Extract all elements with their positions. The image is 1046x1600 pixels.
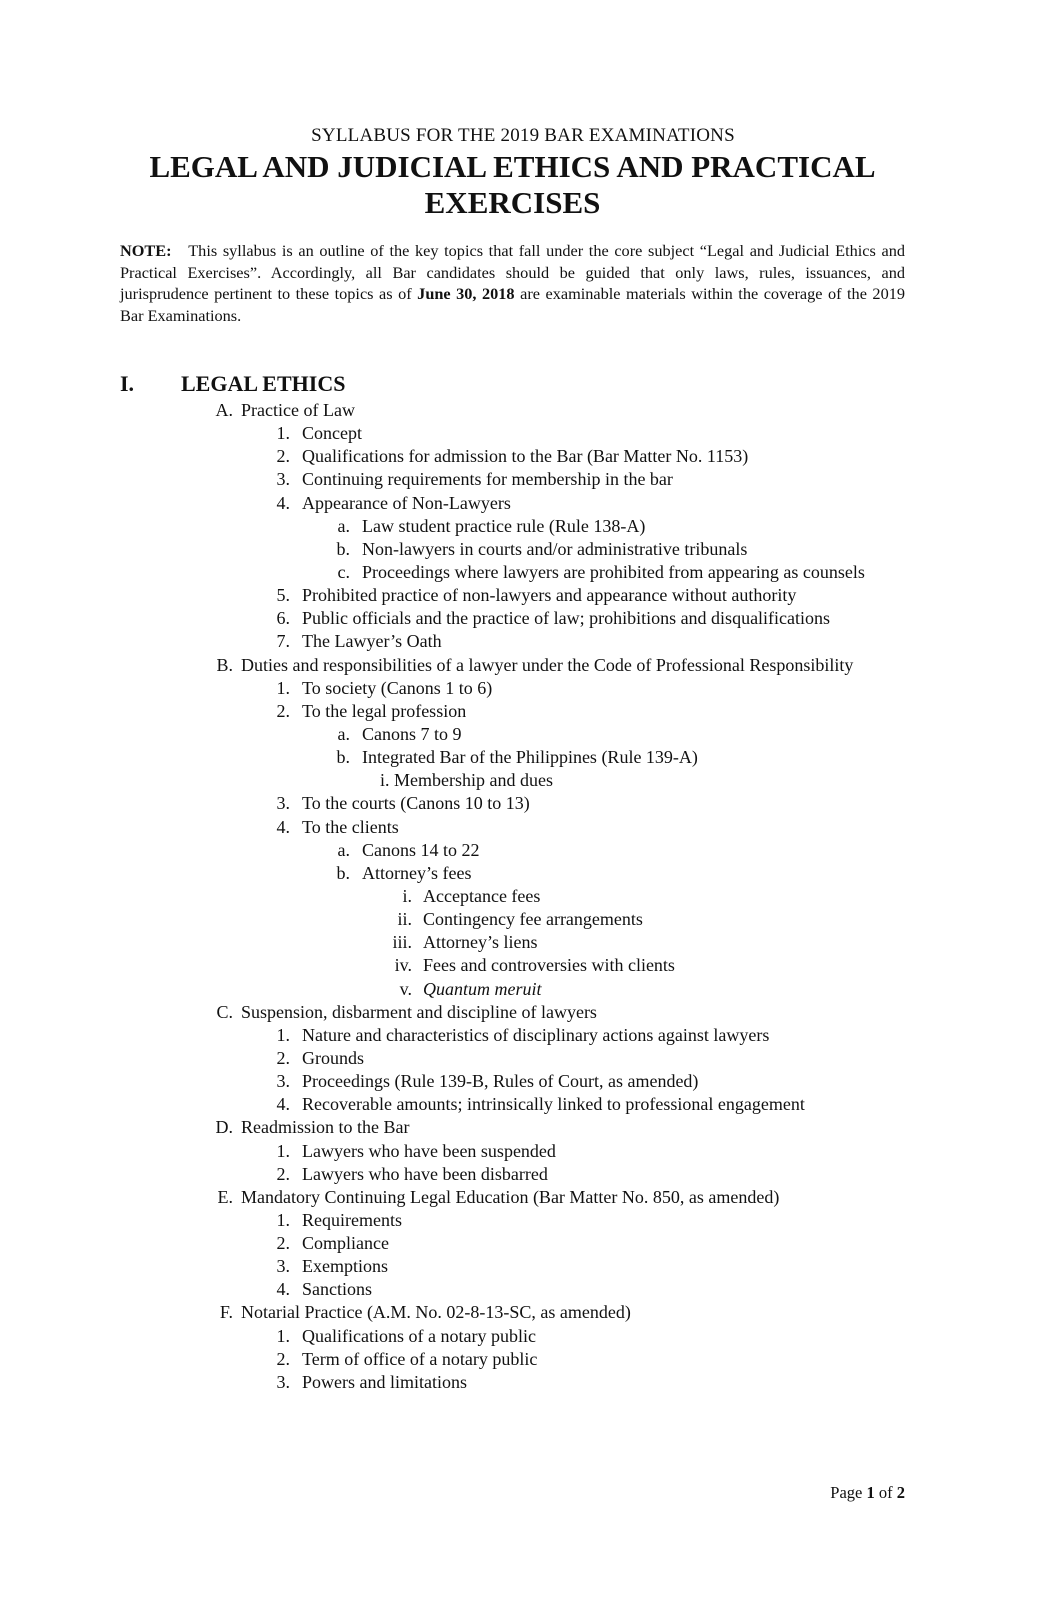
outline-item-label: A. [215,400,233,420]
outline-item-label: b. [336,538,350,559]
outline-item [0,1047,1046,1070]
outline-item [0,1209,1046,1232]
outline-item-label: 7. [276,631,290,652]
outline-item-text: Duties and responsibilities of a lawyer under the Code of Professional Responsibility [241,654,854,675]
outline-item-text: Qualifications of a notary public [302,1325,536,1346]
outline-item-text: Nature and characteristics of disciplinary actions against lawyers [302,1024,770,1045]
outline-item [0,954,1046,977]
section-title: LEGAL ETHICS [181,371,346,396]
outline-item-text: Proceedings where lawyers are prohibited from appearing as counsels [362,561,865,582]
page-prefix: Page [830,1483,863,1502]
outline-item-label: 2. [276,700,290,721]
outline-item [0,399,1046,422]
outline-item [0,607,1046,630]
outline-item-text: Fees and controversies with clients [423,955,675,976]
outline-item-text: Exemptions [302,1256,388,1277]
outline-item-label: iii. [392,932,412,953]
outline-item-label: iv. [394,955,412,976]
outline-item [0,839,1046,862]
outline-item-label: i. [402,885,412,906]
outline-item [0,515,1046,538]
outline-item-label: a. [337,723,350,744]
outline-item-text: Practice of Law [241,400,355,420]
outline-item [0,1232,1046,1255]
outline-item-text: Compliance [302,1233,389,1254]
document-title: LEGAL AND JUDICIAL ETHICS AND PRACTICAL EXERCISES [149,149,876,220]
outline-item-text: Prohibited practice of non-lawyers and appearance without authority [302,585,797,606]
outline-item [0,1255,1046,1278]
outline-item-text: Lawyers who have been disbarred [302,1163,548,1184]
outline-item [0,885,1046,908]
outline-item [0,1024,1046,1047]
outline-item-label: v. [399,978,412,999]
outline-item [0,769,1046,792]
note-date: June 30, 2018 [417,284,515,303]
outline-item-label: 4. [276,1094,290,1115]
outline-item-text: Readmission to the Bar [241,1117,410,1138]
outline-item [0,492,1046,515]
outline-item [0,1093,1046,1116]
outline-item-label: 1. [276,423,290,444]
outline-item-label: 5. [276,585,290,606]
note-text-after: are examinable materials within the coverage of the 2019 Bar Examinations. [120,284,905,325]
outline-item-text: Attorney’s liens [423,932,538,953]
outline-item-label: 1. [276,1209,290,1230]
outline-item-text: Recoverable amounts; intrinsically linked to professional engagement [302,1094,805,1115]
outline-item-label: 3. [276,1371,290,1392]
outline-item-text: The Lawyer’s Oath [302,631,442,652]
outline-item [0,1348,1046,1371]
outline-item-text: Grounds [302,1047,364,1068]
outline-item-label: 3. [276,1071,290,1092]
outline-item [0,538,1046,561]
outline-item-text: Quantum meruit [423,978,542,999]
outline-item-label: B. [216,654,233,675]
outline-item-label: b. [336,747,350,768]
outline-item-text: Public officials and the practice of law; prohibitions and disqualifications [302,608,831,629]
outline-item [0,468,1046,491]
syllabus-outline [0,399,1046,1394]
outline-item [0,584,1046,607]
outline-item-label: 1. [276,677,290,698]
outline-item-text: Attorney’s fees [362,862,472,883]
outline-item-text: Qualifications for admission to the Bar (Bar Matter No. 1153) [302,446,749,467]
outline-item-label: 1. [276,1140,290,1161]
outline-item-text: Non-lawyers in courts and/or administrative tribunals [362,538,748,559]
outline-item-text: Suspension, disbarment and discipline of lawyers [241,1001,597,1022]
outline-item-label: a. [337,839,350,860]
outline-item [0,1001,1046,1024]
outline-item-label: 3. [276,469,290,490]
outline-item-text: Requirements [302,1209,402,1230]
outline-item-label: 2. [276,446,290,467]
outline-item [0,1278,1046,1301]
outline-item-label: c. [337,561,350,582]
page-current: 1 [866,1483,875,1502]
outline-item [0,654,1046,677]
outline-item-text: Powers and limitations [302,1371,467,1392]
outline-item [0,1140,1046,1163]
outline-item-label: 3. [276,1256,290,1277]
outline-item [0,677,1046,700]
outline-item-label: F. [219,1302,233,1323]
outline-item [0,816,1046,839]
outline-item-text: Proceedings (Rule 139-B, Rules of Court, as amended) [302,1071,699,1092]
outline-item [0,445,1046,468]
outline-item [0,931,1046,954]
outline-item-label: a. [337,515,350,536]
outline-item-text: Sanctions [302,1279,372,1300]
outline-item-label: 4. [276,492,290,513]
outline-item [0,792,1046,815]
outline-item-label: b. [336,862,350,883]
outline-item [0,723,1046,746]
outline-item-label: 4. [276,1279,290,1300]
outline-item [0,1070,1046,1093]
outline-item-label: C. [216,1001,233,1022]
outline-item [0,1301,1046,1324]
outline-item-text: Mandatory Continuing Legal Education (Bar Matter No. 850, as amended) [241,1186,780,1207]
outline-item-text: Canons 14 to 22 [362,839,480,860]
outline-item-text: To society (Canons 1 to 6) [302,677,493,698]
outline-item-label: 4. [276,816,290,837]
outline-item [0,700,1046,723]
outline-item [0,1163,1046,1186]
outline-item-text: To the clients [302,816,399,837]
outline-item-label: E. [217,1186,233,1207]
outline-item-text: Term of office of a notary public [302,1348,538,1369]
outline-item [0,1325,1046,1348]
document-subtitle: SYLLABUS FOR THE 2019 BAR EXAMINATIONS [311,125,735,146]
outline-item-text: Canons 7 to 9 [362,723,462,744]
outline-item-text: To the courts (Canons 10 to 13) [302,793,530,814]
outline-item-label: 3. [276,793,290,814]
page-number [830,1483,905,1503]
note-paragraph [120,240,905,326]
outline-item [0,978,1046,1001]
outline-item [0,746,1046,769]
outline-item [0,630,1046,653]
outline-item-label: 1. [276,1024,290,1045]
outline-item-text: Notarial Practice (A.M. No. 02-8-13-SC, as amended) [241,1302,631,1323]
outline-item-text: Lawyers who have been suspended [302,1140,556,1161]
outline-item [0,1371,1046,1394]
outline-item [0,561,1046,584]
outline-item-text: Law student practice rule (Rule 138-A) [362,515,646,536]
outline-item [0,862,1046,885]
note-text-before: This syllabus is an outline of the key topics that fall under the core subject “Legal and Judicial Ethics and Practical Exercises”. Accordingly, all Bar candidates should be guided that only laws, rules, issuances, and jurisprudence pertinent to these topics as of [120,241,905,303]
outline-item-text: Integrated Bar of the Philippines (Rule 139-A) [362,747,698,768]
outline-item-text: Acceptance fees [423,885,541,906]
outline-item-label: 2. [276,1348,290,1369]
section-number: I. [120,371,135,396]
outline-item-text: i. Membership and dues [380,770,553,791]
outline-item-text: To the legal profession [302,700,467,721]
note-label: NOTE: [120,241,172,260]
outline-item-label: D. [215,1117,233,1138]
outline-item-text: Contingency fee arrangements [423,909,643,930]
outline-item-label: 2. [276,1233,290,1254]
outline-item-text: Concept [302,423,362,444]
page-of: of [878,1483,893,1502]
outline-item-text: Continuing requirements for membership in the bar [302,469,673,490]
outline-item-label: 1. [276,1325,290,1346]
outline-item [0,1116,1046,1139]
outline-item-text: Appearance of Non-Lawyers [302,492,511,513]
outline-item [0,422,1046,445]
outline-item-label: ii. [397,909,412,930]
outline-item-label: 2. [276,1047,290,1068]
outline-item [0,1186,1046,1209]
outline-item [0,908,1046,931]
outline-item-label: 2. [276,1163,290,1184]
page-total: 2 [896,1483,905,1502]
outline-item-label: 6. [276,608,290,629]
